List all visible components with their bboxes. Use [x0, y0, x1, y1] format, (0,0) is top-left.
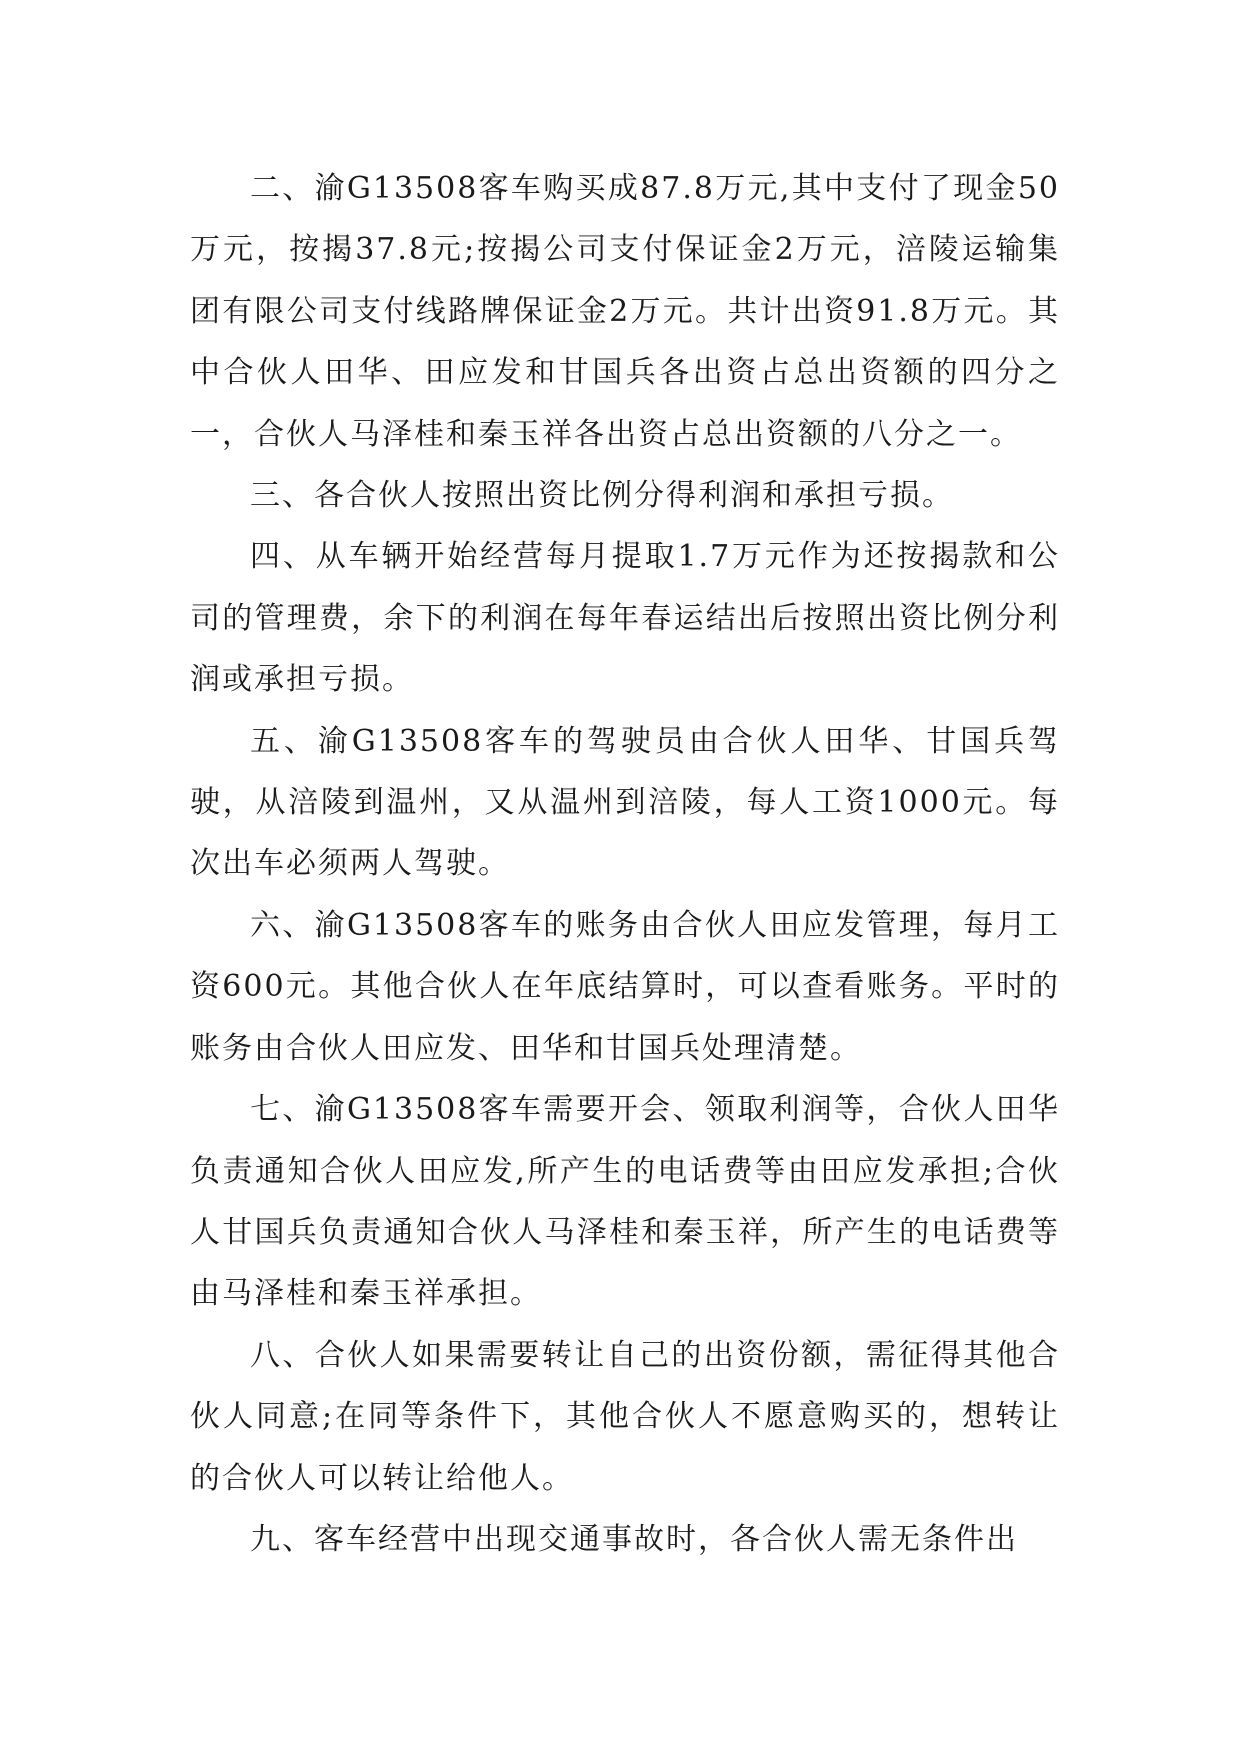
clause-2-paragraph: 二、渝G13508客车购买成87.8万元,其中支付了现金50万元，按揭37.8元;按揭公司支付保证金2万元，涪陵运输集团有限公司支付线路牌保证金2万元。共计出资91.8万元。其中合伙人田华、田应发和甘国兵各出资占总出资额的四分之一，合伙人马泽桂和秦玉祥各出资占总出资额的八分之一。: [190, 171, 1060, 452]
clause-7-paragraph: 七、渝G13508客车需要开会、领取利润等，合伙人田华负责通知合伙人田应发,所产生的电话费等由田应发承担;合伙人甘国兵负责通知合伙人马泽桂和秦玉祥，所产生的电话费等由马泽桂和秦玉祥承担。: [190, 1092, 1060, 1312]
clause-4-paragraph: 四、从车辆开始经营每月提取1.7万元作为还按揭款和公司的管理费，余下的利润在每年春运结出后按照出资比例分利润或承担亏损。: [190, 539, 1060, 698]
clause-6-paragraph: 六、渝G13508客车的账务由合伙人田应发管理，每月工资600元。其他合伙人在年底结算时，可以查看账务。平时的账务由合伙人田应发、田华和甘国兵处理清楚。: [190, 907, 1060, 1066]
clause-3-paragraph: 三、各合伙人按照出资比例分得利润和承担亏损。: [250, 478, 954, 514]
document-body: [190, 158, 1060, 1570]
clause-8-paragraph: 八、合伙人如果需要转让自己的出资份额，需征得其他合伙人同意;在同等条件下，其他合伙人不愿意购买的，想转让的合伙人可以转让给他人。: [190, 1337, 1060, 1496]
clause-9-paragraph: 九、客车经营中出现交通事故时，各合伙人需无条件出: [250, 1521, 1018, 1557]
clause-5-paragraph: 五、渝G13508客车的驾驶员由合伙人田华、甘国兵驾驶，从涪陵到温州，又从温州到涪陵，每人工资1000元。每次出车必须两人驾驶。: [190, 723, 1060, 882]
